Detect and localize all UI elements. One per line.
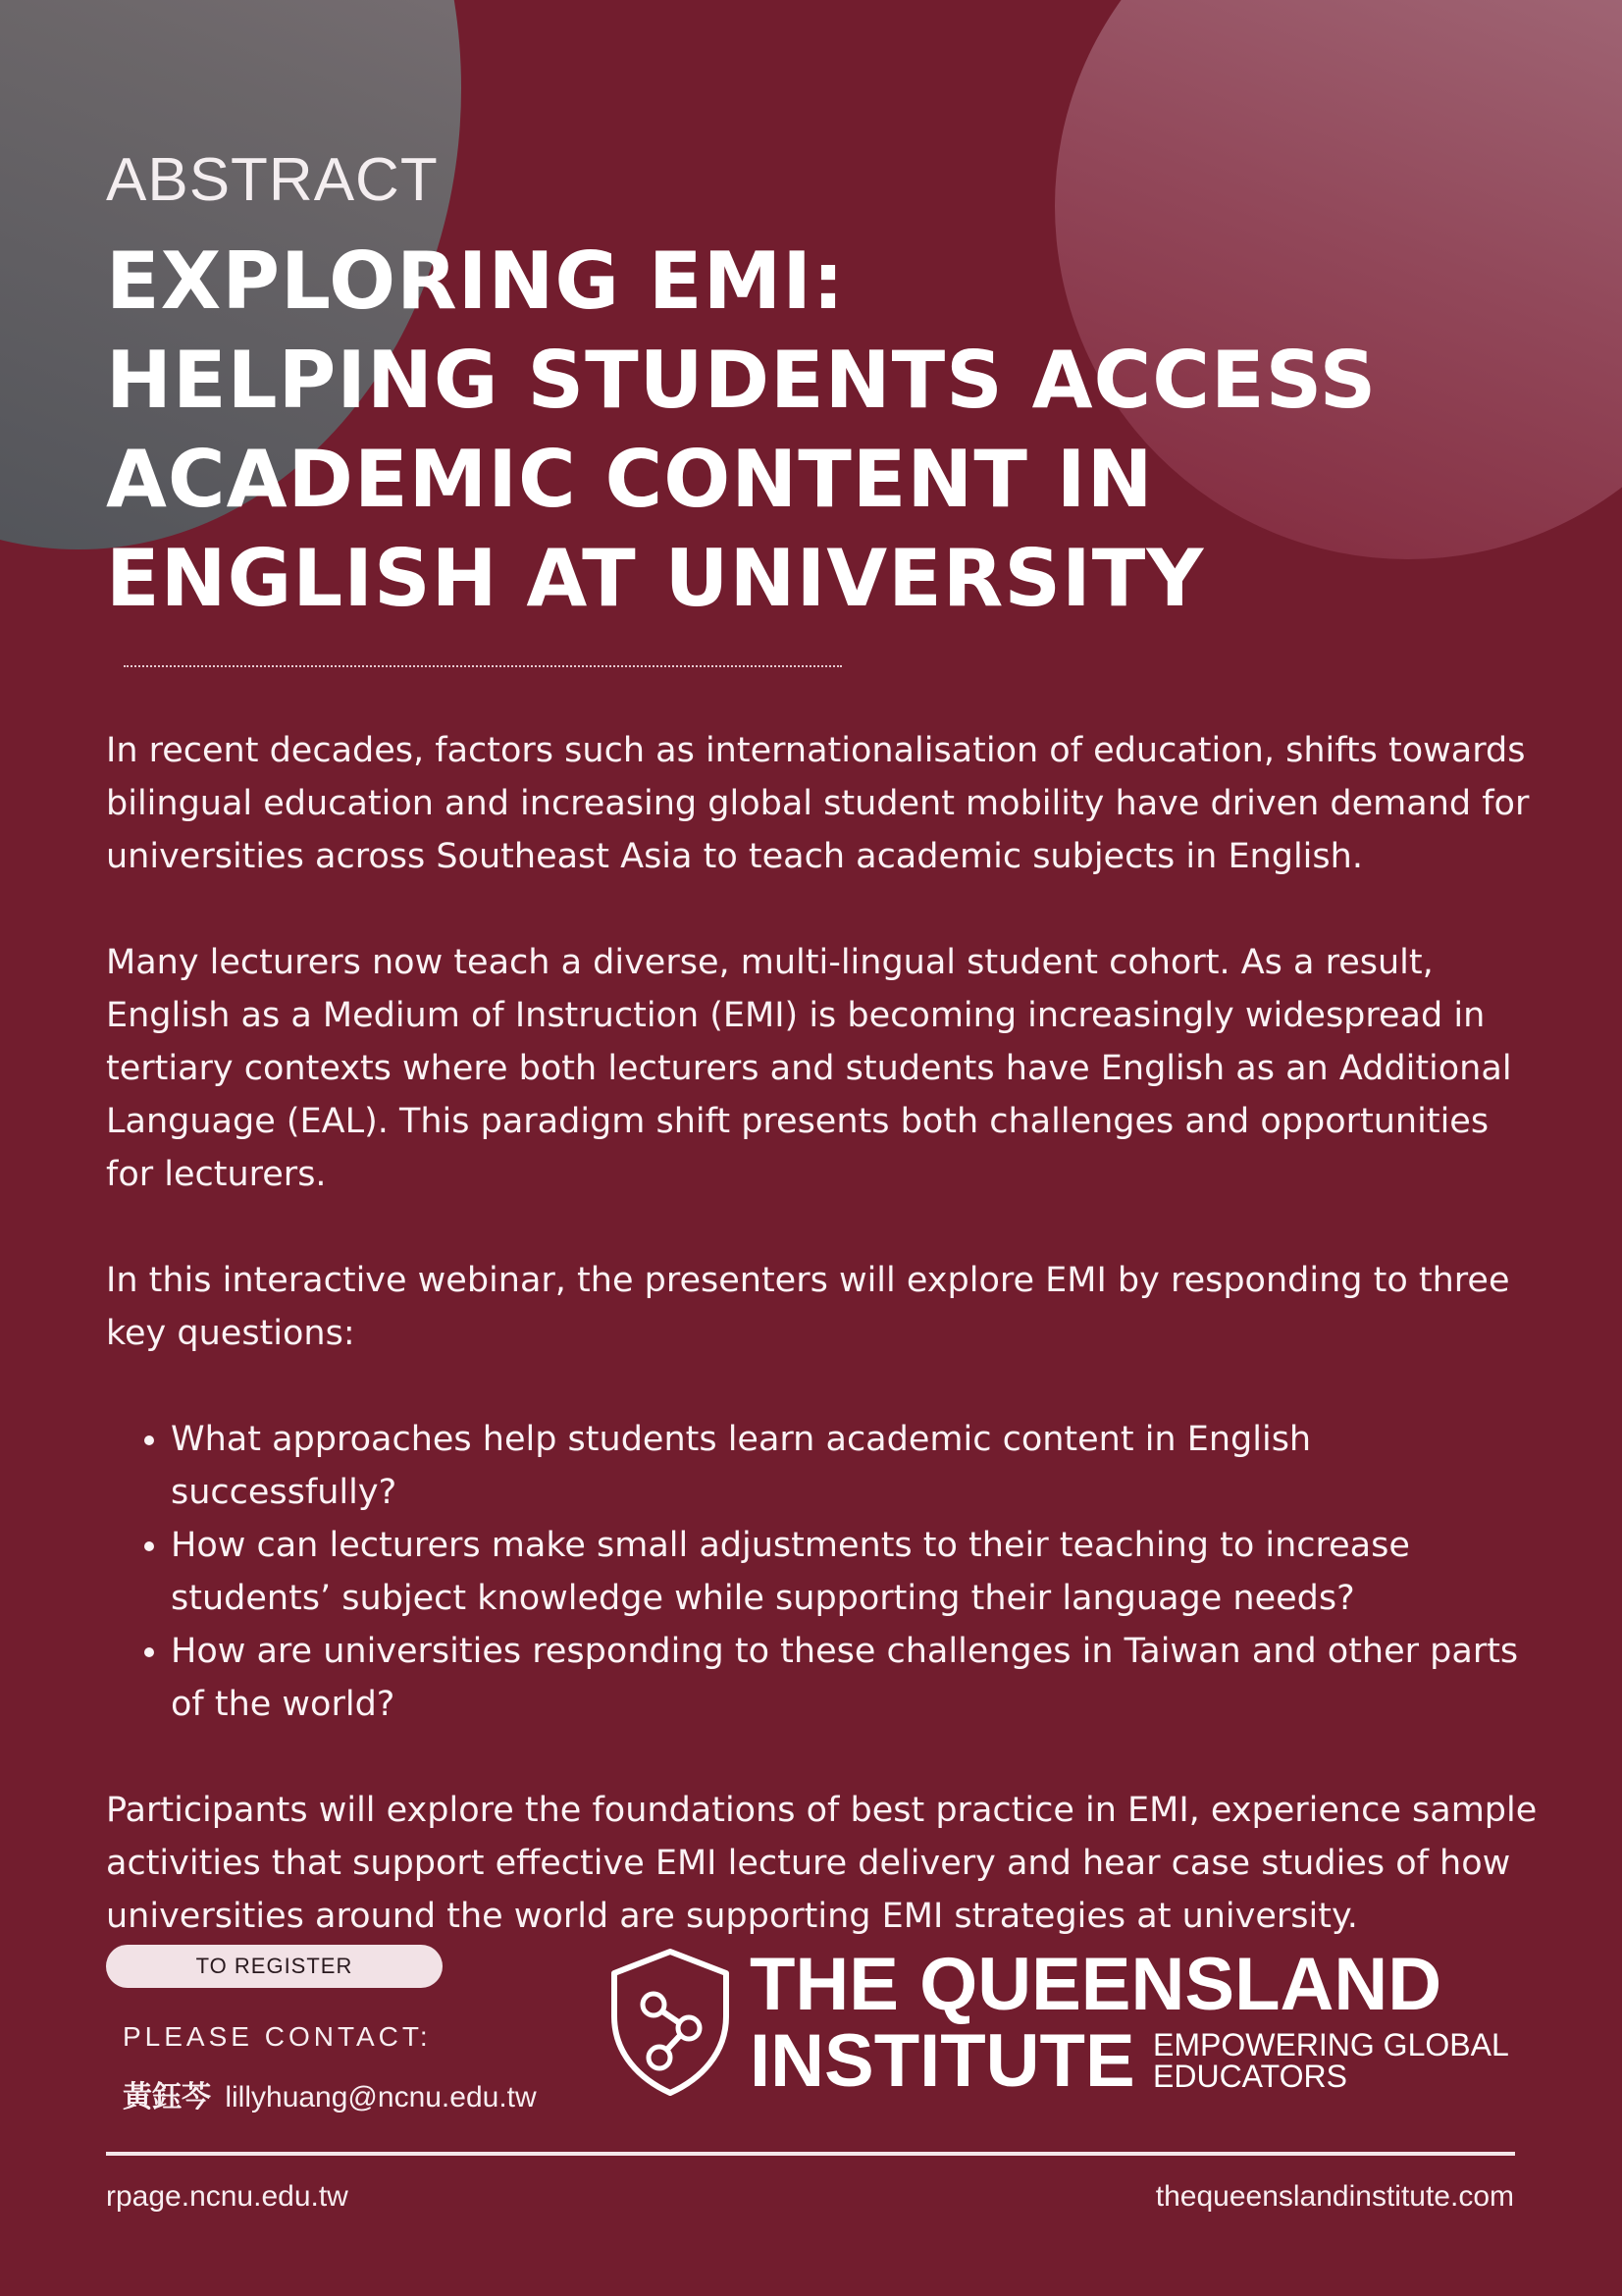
contact-email-link[interactable]: lillyhuang@ncnu.edu.tw	[225, 2081, 537, 2113]
footer-link-queensland-institute[interactable]: thequeenslandinstitute.com	[1155, 2180, 1514, 2213]
title-divider	[124, 665, 842, 667]
title-line-3: ACADEMIC CONTENT IN	[106, 434, 1154, 525]
footer-divider	[106, 2152, 1515, 2156]
contact-info	[123, 2072, 537, 2115]
title-line-1: EXPLORING EMI:	[106, 235, 845, 327]
logo-tagline-line-1: EMPOWERING GLOBAL	[1153, 2027, 1509, 2062]
logo-wordmark-line-2: INSTITUTE	[750, 2019, 1135, 2103]
key-questions-list	[106, 1413, 1539, 1731]
contact-name: 黃鈺芩	[123, 2080, 211, 2114]
title-line-2: HELPING STUDENTS ACCESS	[106, 335, 1378, 426]
page-title	[106, 232, 1539, 628]
please-contact-label: PLEASE CONTACT:	[123, 2021, 432, 2052]
list-item: • What approaches help students learn academic content in English successfully?	[171, 1413, 1539, 1519]
abstract-body	[106, 724, 1539, 1996]
context-paragraph: Many lecturers now teach a diverse, multi-lingual student cohort. As a result, English as a Medium of Instruction (EMI) is becoming increasingly widespread in tertiary contexts where both lecturers and students have English as an Additional Language (EAL). This paradigm shift presents both challenges and opportunities for lecturers.	[106, 943, 1512, 1194]
list-item: • How can lecturers make small adjustments to their teaching to increase students’ subject knowledge while supporting their language needs?	[171, 1519, 1539, 1625]
list-item: • How are universities responding to these challenges in Taiwan and other parts of the world?	[171, 1625, 1539, 1731]
abstract-label: ABSTRACT	[106, 146, 439, 214]
logo-wordmark-line-1: THE QUEENSLAND	[750, 1943, 1442, 2026]
logo-tagline	[1153, 2029, 1545, 2092]
footer-link-rpage[interactable]: rpage.ncnu.edu.tw	[106, 2180, 348, 2213]
title-line-4: ENGLISH AT UNIVERSITY	[106, 533, 1205, 624]
webinar-paragraph: In this interactive webinar, the presenters will explore EMI by responding to three key questions:	[106, 1261, 1510, 1353]
register-button[interactable]: TO REGISTER	[106, 1945, 443, 1988]
logo-tagline-line-2: EDUCATORS	[1153, 2059, 1347, 2094]
shield-share-icon	[606, 1948, 734, 2097]
intro-paragraph: In recent decades, factors such as internationalisation of education, shifts towards bilingual education and increasing global student mobility have driven demand for universities across Southeast Asia to teach academic subjects in English.	[106, 731, 1530, 876]
participants-paragraph: Participants will explore the foundations of best practice in EMI, experience sample activities that support effective EMI lecture delivery and hear case studies of how universities around the world are supporting EMI strategies at university.	[106, 1791, 1538, 1936]
